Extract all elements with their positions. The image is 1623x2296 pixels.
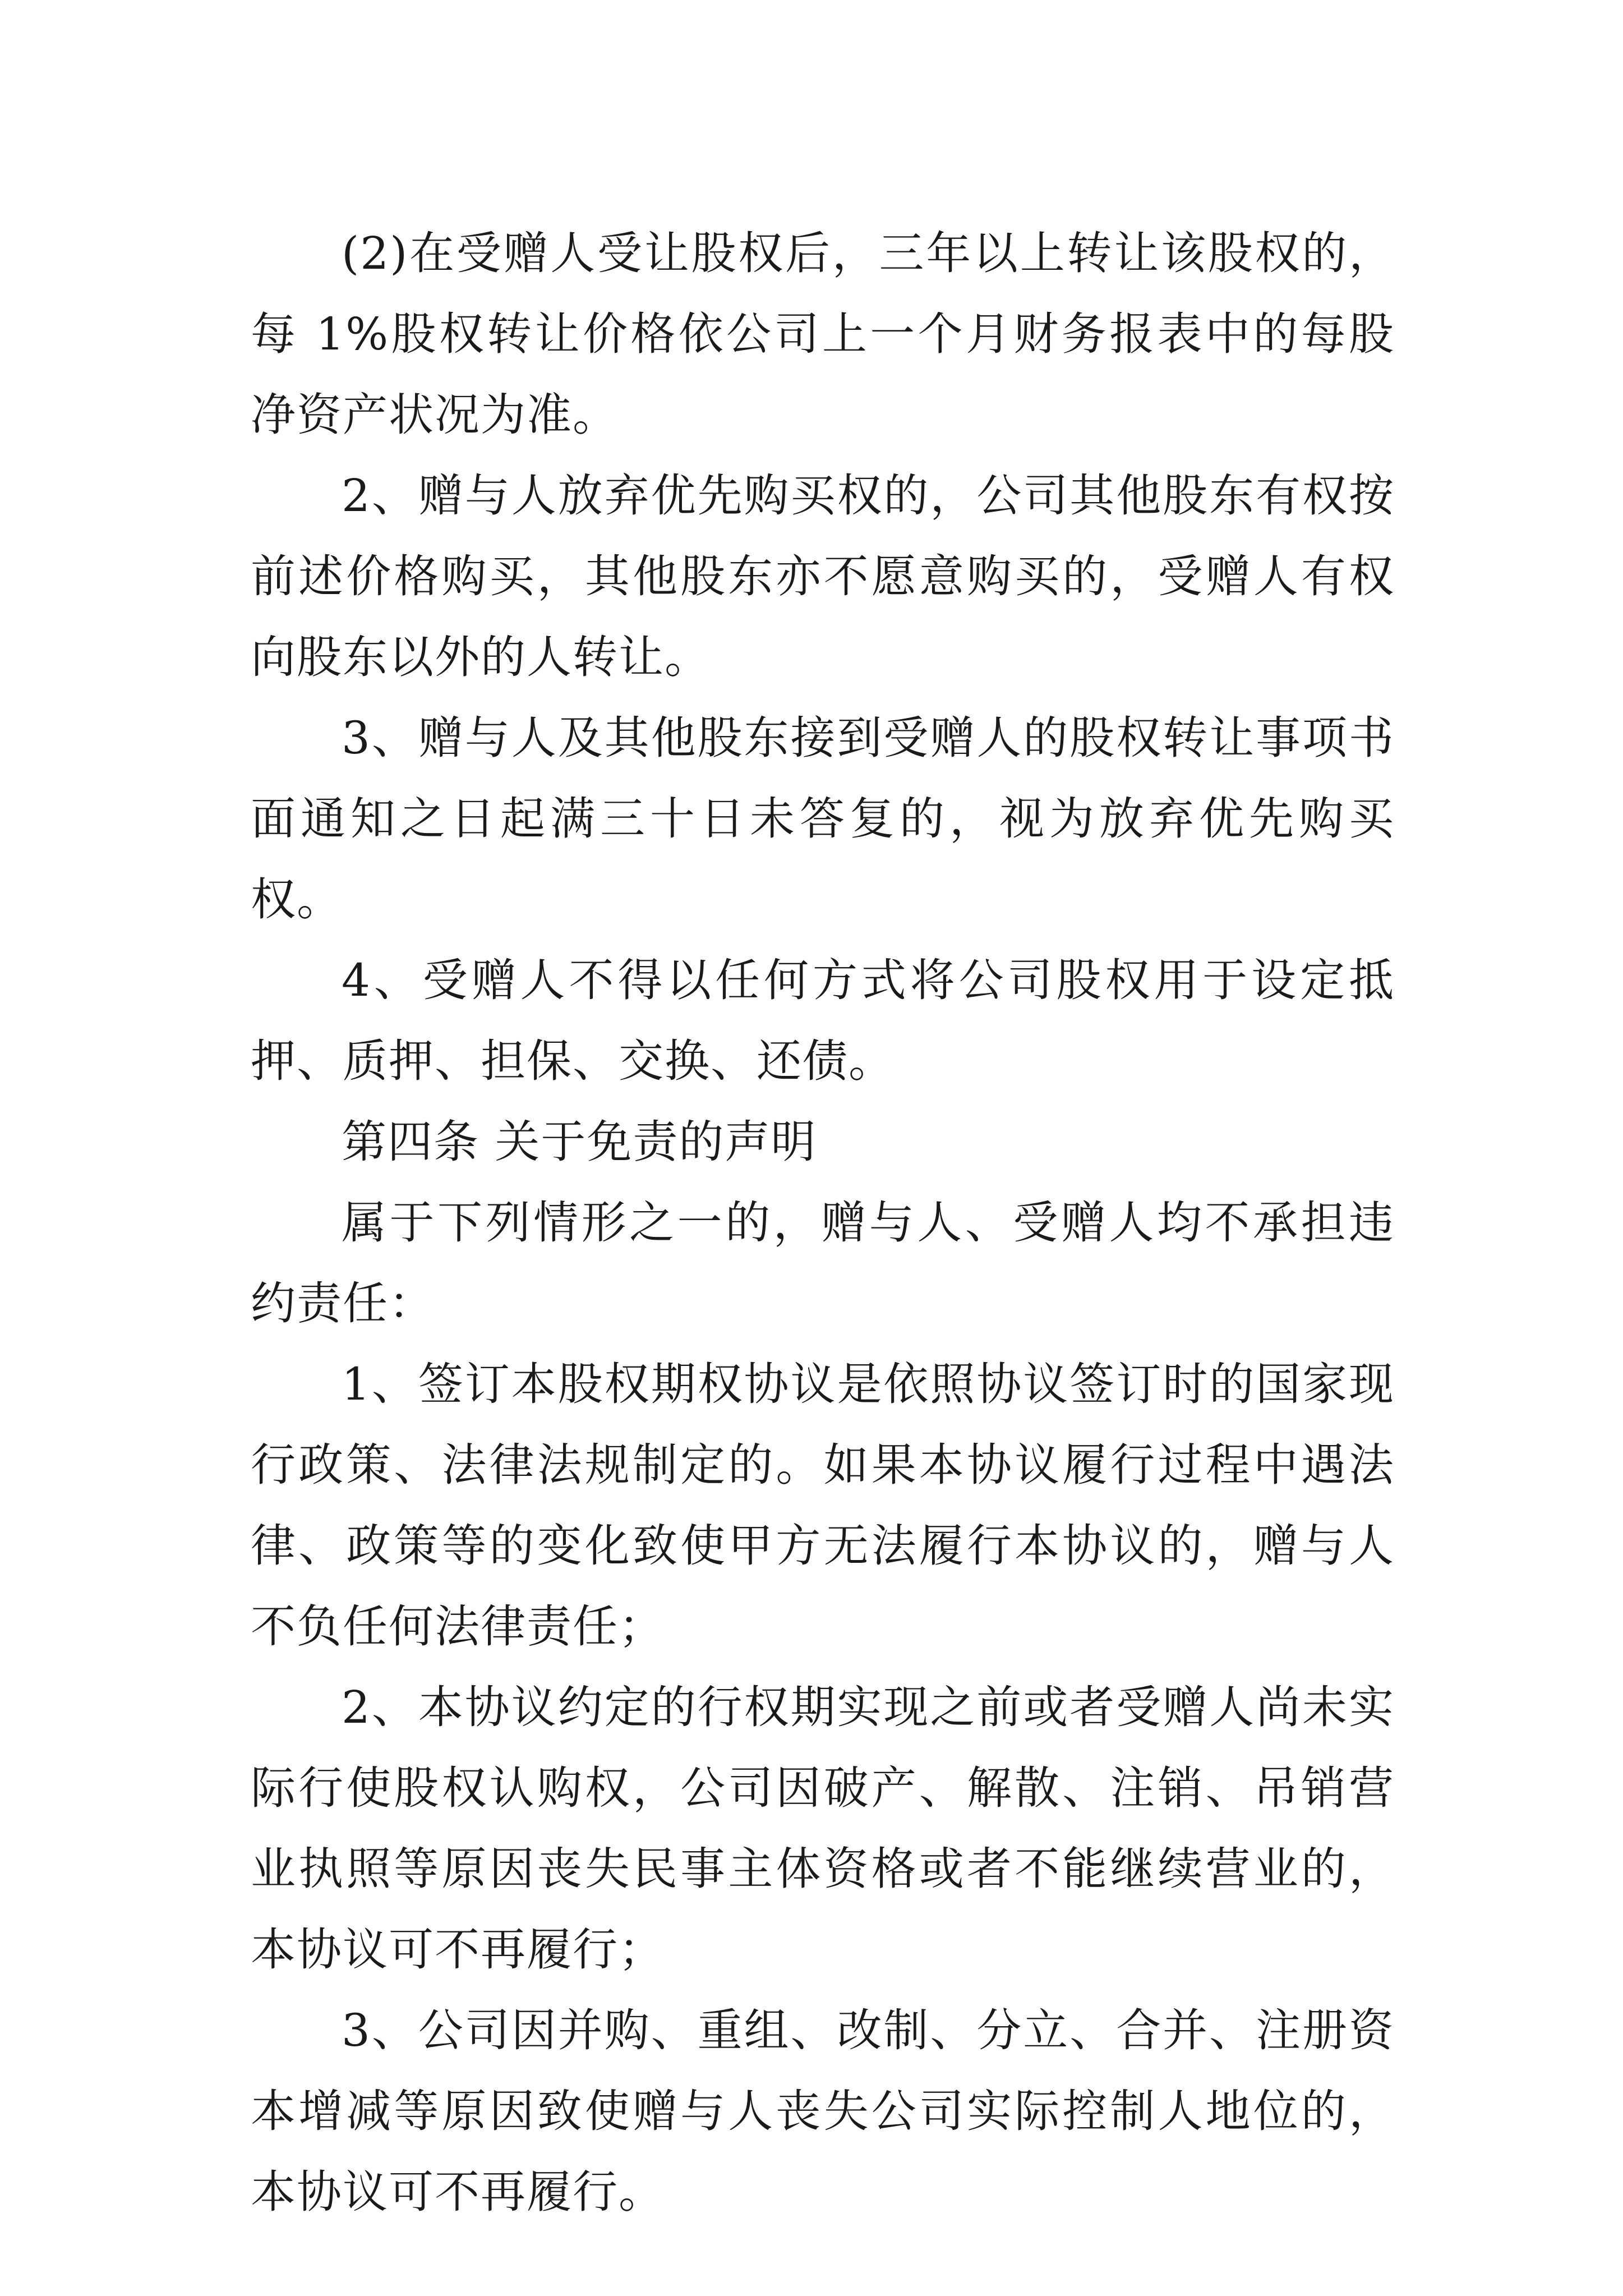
- paragraph-notice-deadline: 3、赠与人及其他股东接到受赠人的股权转让事项书面通知之日起满三十日未答复的，视为放弃优先购买权。: [251, 712, 1395, 926]
- paragraph-preemptive-right-waiver: 2、赠与人放弃优先购买权的，公司其他股东有权按前述价格购买，其他股东亦不愿意购买的，受赠人有权向股东以外的人转让。: [251, 470, 1395, 683]
- paragraph-disclaimer-intro: 属于下列情形之一的，赠与人、受赠人均不承担违约责任：: [251, 1197, 1395, 1329]
- paragraph-pledge-prohibition: 4、受赠人不得以任何方式将公司股权用于设定抵押、质押、担保、交换、还债。: [251, 954, 1395, 1087]
- paragraph-disclaimer-item-2: 2、本协议约定的行权期实现之前或者受赠人尚未实际行使股权认购权，公司因破产、解散、注销、吊销营业执照等原因丧失民事主体资格或者不能继续营业的，本协议可不再履行；: [251, 1681, 1395, 1976]
- paragraph-disclaimer-item-1: 1、签订本股权期权协议是依照协议签订时的国家现行政策、法律法规制定的。如果本协议履行过程中遇法律、政策等的变化致使甲方无法履行本协议的，赠与人不负任何法律责任；: [251, 1358, 1395, 1653]
- document-body: [251, 213, 1395, 2233]
- paragraph-disclaimer-item-3: 3、公司因并购、重组、改制、分立、合并、注册资本增减等原因致使赠与人丧失公司实际控制人地位的，本协议可不再履行。: [251, 2004, 1395, 2218]
- article-heading-disclaimer: 第四条 关于免责的声明: [342, 1116, 817, 1168]
- paragraph-transfer-price-clause: (2)在受赠人受让股权后，三年以上转让该股权的，每 1%股权转让价格依公司上一个月财务报表中的每股净资产状况为准。: [251, 227, 1395, 441]
